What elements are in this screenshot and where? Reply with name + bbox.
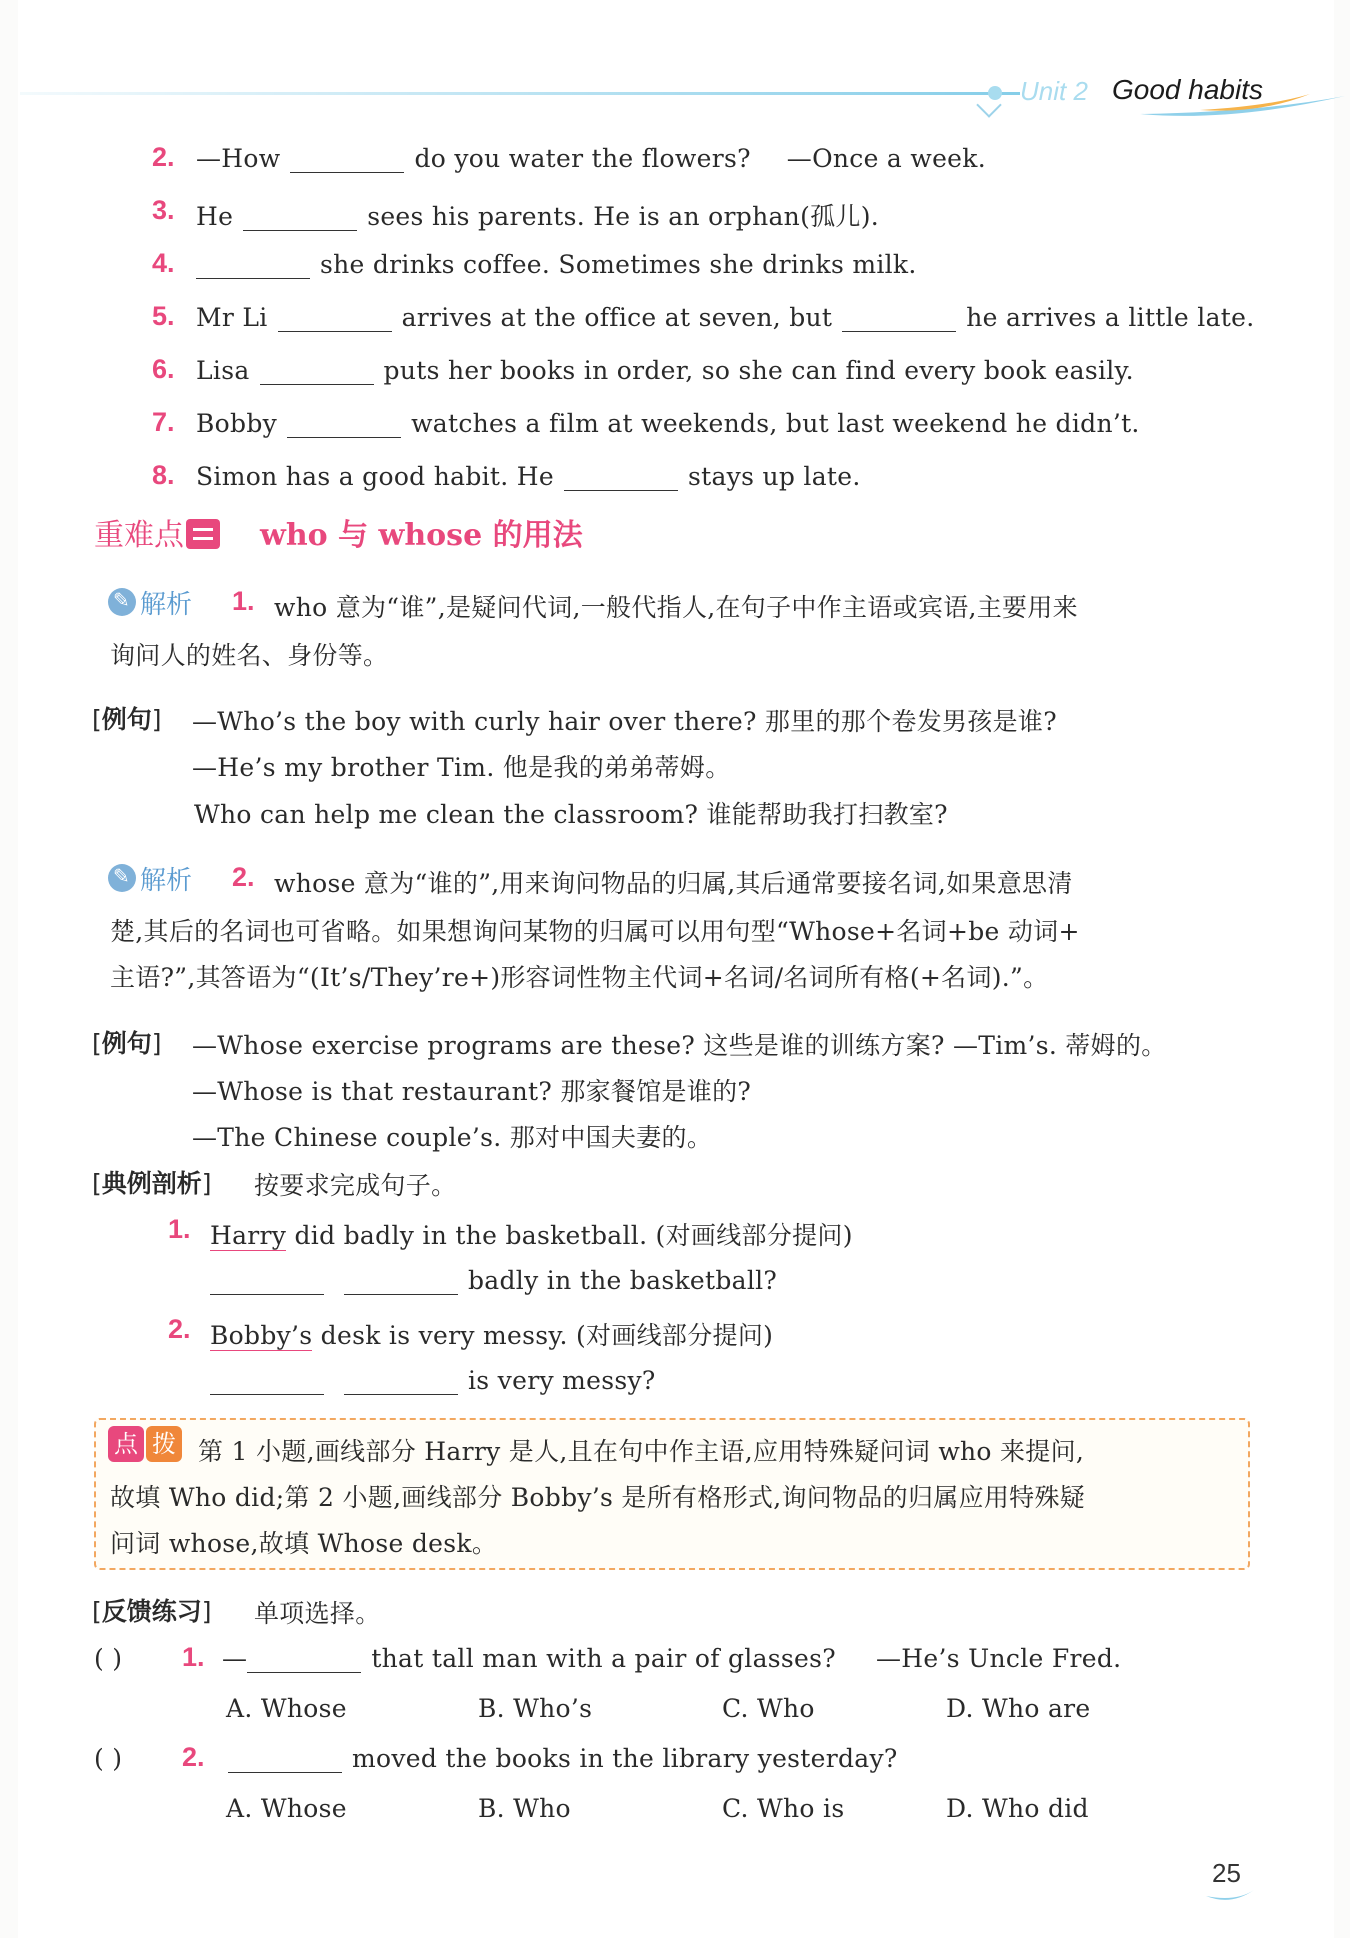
option-d[interactable]: D. Who did bbox=[946, 1794, 1089, 1823]
fill-item-4: she drinks coffee. Sometimes she drinks milk. bbox=[186, 250, 917, 279]
example1-line2: —He’s my brother Tim. 他是我的弟弟蒂姆。 bbox=[192, 753, 731, 782]
fill-item-6: Lisa puts her books in order, so she can find every book easily. bbox=[196, 356, 1134, 385]
fill-item-2: —How do you water the flowers? —Once a week. bbox=[196, 144, 986, 173]
answer-blank[interactable] bbox=[228, 1748, 342, 1773]
fill-item-3: He sees his parents. He is an orphan(孤儿). bbox=[196, 202, 880, 231]
answer-blank[interactable] bbox=[247, 1648, 361, 1673]
feedback-instruction: 单项选择。 bbox=[254, 1599, 381, 1628]
item-number: 7. bbox=[152, 407, 175, 437]
analysis2-line3: 主语?”,其答语为“(It’s/They’re+)形容词性物主代词+名词/名词所有格(+名词).”。 bbox=[110, 963, 1049, 992]
analysis1-line2: 询问人的姓名、身份等。 bbox=[110, 641, 389, 670]
feedback-q2: moved the books in the library yesterday? bbox=[218, 1744, 898, 1773]
analysis-number: 2. bbox=[232, 862, 255, 892]
answer-blank[interactable] bbox=[210, 1370, 324, 1395]
option-a[interactable]: A. Whose bbox=[226, 1694, 347, 1723]
typical-instruction: 按要求完成句子。 bbox=[254, 1171, 457, 1200]
option-c[interactable]: C. Who is bbox=[722, 1794, 845, 1823]
analysis-number: 1. bbox=[232, 586, 255, 616]
page-swoosh-icon bbox=[1206, 1888, 1256, 1906]
page-number: 25 bbox=[1212, 1858, 1241, 1888]
answer-blank[interactable] bbox=[260, 360, 374, 385]
answer-blank[interactable] bbox=[243, 206, 357, 231]
option-c[interactable]: C. Who bbox=[722, 1694, 815, 1723]
option-d[interactable]: D. Who are bbox=[946, 1694, 1091, 1723]
example2-line1: —Whose exercise programs are these? 这些是谁的训练方案? —Tim’s. 蒂姆的。 bbox=[192, 1031, 1167, 1060]
question-number: 2. bbox=[182, 1742, 205, 1772]
example1-line1: —Who’s the boy with curly hair over there? 那里的那个卷发男孩是谁? bbox=[192, 707, 1057, 736]
option-b[interactable]: B. Who bbox=[478, 1794, 571, 1823]
example-label: [例句] bbox=[92, 705, 162, 734]
answer-blank[interactable] bbox=[210, 1270, 324, 1295]
analysis2-line2: 楚,其后的名词也可省略。如果想询问某物的归属可以用句型“Whose+名词+be 动词+ bbox=[110, 917, 1080, 946]
answer-blank[interactable] bbox=[344, 1370, 458, 1395]
question-number: 2. bbox=[168, 1314, 191, 1344]
answer-blank[interactable] bbox=[287, 413, 401, 438]
pencil-icon bbox=[108, 864, 136, 892]
question-number: 1. bbox=[182, 1642, 205, 1672]
item-number: 8. bbox=[152, 460, 175, 490]
header-swoosh-icon bbox=[1140, 92, 1350, 120]
example1-line3: Who can help me clean the classroom? 谁能帮助我打扫教室? bbox=[194, 800, 948, 829]
answer-blank[interactable] bbox=[196, 254, 310, 279]
analysis-label: 解析 bbox=[140, 866, 193, 896]
section-two-icon bbox=[186, 519, 220, 549]
header-rule bbox=[20, 92, 1020, 95]
analysis-label: 解析 bbox=[140, 590, 193, 620]
answer-blank[interactable] bbox=[290, 148, 404, 173]
item-number: 6. bbox=[152, 354, 175, 384]
section-heading: 重难点 who 与 whose 的用法 bbox=[94, 518, 583, 553]
tip-line2: 故填 Who did;第 2 小题,画线部分 Bobby’s 是所有格形式,询问物品的归属应用特殊疑 bbox=[110, 1483, 1086, 1512]
unit-title: Good habits bbox=[1112, 74, 1263, 105]
answer-blank[interactable] bbox=[278, 307, 392, 332]
unit-number: Unit 2 bbox=[1020, 76, 1088, 106]
example2-line3: —The Chinese couple’s. 那对中国夫妻的。 bbox=[192, 1123, 713, 1152]
answer-blank[interactable] bbox=[842, 307, 956, 332]
typical-example-label: [典例剖析] bbox=[92, 1169, 212, 1198]
typical-q1: Harry did badly in the basketball. (对画线部分提问) bbox=[210, 1221, 853, 1250]
tip-line3: 问词 whose,故填 Whose desk。 bbox=[110, 1529, 498, 1558]
typical-q2: Bobby’s desk is very messy. (对画线部分提问) bbox=[210, 1321, 774, 1350]
item-number: 2. bbox=[152, 142, 175, 172]
feedback-q1: — that tall man with a pair of glasses? —He’s Uncle Fred. bbox=[222, 1644, 1122, 1673]
typical-q1-answer: badly in the basketball? bbox=[200, 1266, 777, 1295]
item-number: 3. bbox=[152, 195, 175, 225]
analysis2-line1: whose 意为“谁的”,用来询问物品的归属,其后通常要接名词,如果意思清 bbox=[274, 869, 1073, 898]
option-b[interactable]: B. Who’s bbox=[478, 1694, 593, 1723]
answer-paren[interactable]: ( ) bbox=[94, 1744, 123, 1773]
fill-item-5: Mr Li arrives at the office at seven, but he arrives a little late. bbox=[196, 303, 1255, 332]
example2-line2: —Whose is that restaurant? 那家餐馆是谁的? bbox=[192, 1077, 752, 1106]
tip-badge: 点 拨 bbox=[108, 1426, 186, 1464]
item-number: 5. bbox=[152, 301, 175, 331]
answer-blank[interactable] bbox=[344, 1270, 458, 1295]
feedback-label: [反馈练习] bbox=[92, 1597, 212, 1626]
pencil-icon bbox=[108, 588, 136, 616]
answer-paren[interactable]: ( ) bbox=[94, 1644, 123, 1673]
question-number: 1. bbox=[168, 1214, 191, 1244]
analysis1-line1: who 意为“谁”,是疑问代词,一般代指人,在句子中作主语或宾语,主要用来 bbox=[274, 593, 1078, 622]
fill-item-8: Simon has a good habit. He stays up late. bbox=[196, 462, 861, 491]
example-label: [例句] bbox=[92, 1029, 162, 1058]
option-a[interactable]: A. Whose bbox=[226, 1794, 347, 1823]
typical-q2-answer: is very messy? bbox=[200, 1366, 656, 1395]
tip-line1: 第 1 小题,画线部分 Harry 是人,且在句中作主语,应用特殊疑问词 who 来提问, bbox=[198, 1437, 1085, 1466]
fill-item-7: Bobby watches a film at weekends, but last weekend he didn’t. bbox=[196, 409, 1140, 438]
item-number: 4. bbox=[152, 248, 175, 278]
answer-blank[interactable] bbox=[564, 466, 678, 491]
